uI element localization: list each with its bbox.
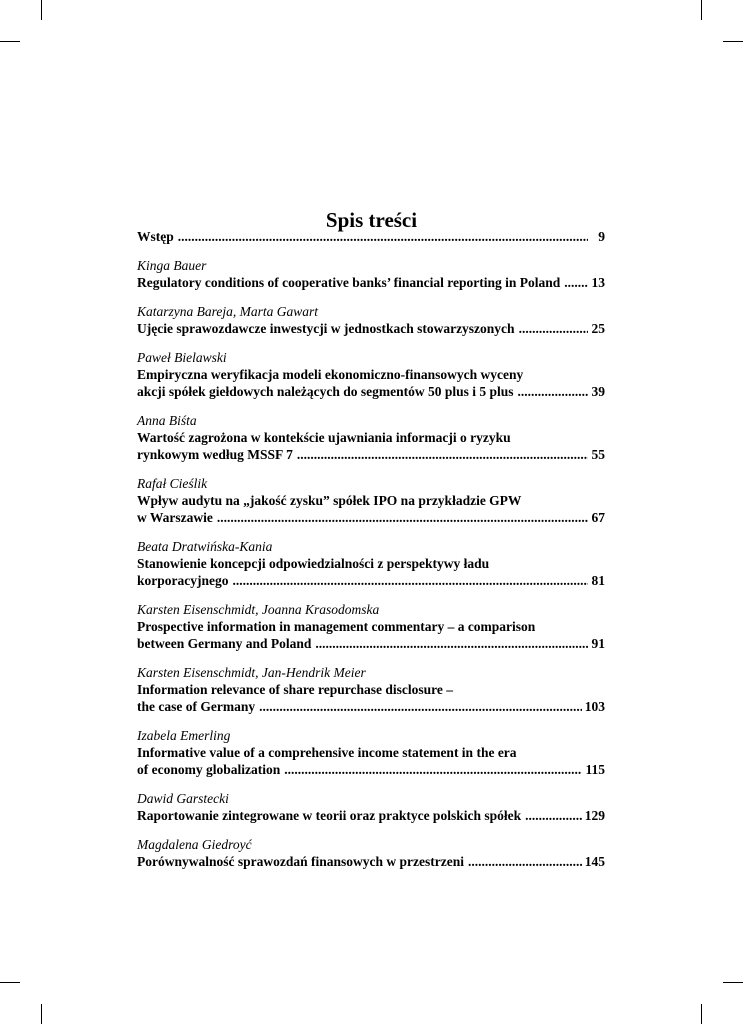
toc-entry-dratwinska-kania[interactable] [137, 538, 605, 589]
toc-leader-dots [519, 320, 588, 337]
toc-entry-last-line [137, 228, 605, 245]
page-title: Spis treści [325, 208, 418, 233]
toc-entry-last-line [137, 761, 605, 778]
crop-mark-bottom-left [41, 1004, 42, 1024]
toc-leader-dots [233, 572, 589, 589]
toc-page-number: 115 [585, 762, 605, 777]
toc-entry-eisenschmidt-krasodomska[interactable] [137, 601, 605, 652]
toc-page-number: 25 [591, 321, 605, 336]
toc-page-number: 55 [591, 447, 605, 462]
toc-page-number: 9 [598, 229, 605, 244]
toc-entry-title: korporacyjnego [137, 573, 229, 588]
toc-entry-last-line [137, 853, 605, 870]
toc-entry-last-line [137, 572, 605, 589]
toc-leader-dots [259, 698, 582, 715]
toc-entry-title-line: Stanowienie koncepcji odpowiedzialności z perspektywy ładu [137, 556, 490, 571]
table-of-contents [137, 228, 605, 882]
toc-page-number: 39 [591, 384, 605, 399]
toc-leader-dots [217, 509, 588, 526]
toc-entry-title: of economy globalization [137, 762, 281, 777]
toc-entry-eisenschmidt-meier[interactable] [137, 664, 605, 715]
toc-entry-author: Karsten Eisenschmidt, Joanna Krasodomska [137, 602, 380, 617]
toc-entry-author: Kinga Bauer [137, 258, 207, 273]
toc-entry-title: Regulatory conditions of cooperative banks’ financial reporting in Poland [137, 275, 561, 290]
toc-leader-dots [525, 807, 582, 824]
toc-leader-dots [297, 446, 588, 463]
toc-entry-title-line: Wartość zagrożona w kontekście ujawniania informacji o ryzyku [137, 430, 511, 445]
toc-entry-intro[interactable] [137, 228, 605, 245]
toc-leader-dots [284, 761, 582, 778]
toc-entry-title: akcji spółek giełdowych należących do segmentów 50 plus i 5 plus [137, 384, 514, 399]
toc-entry-last-line [137, 509, 605, 526]
toc-entry-cieslik[interactable] [137, 475, 605, 526]
toc-leader-dots [564, 274, 588, 291]
toc-leader-dots [315, 635, 588, 652]
toc-entry-title: Wstęp [137, 229, 174, 244]
toc-entry-bista[interactable] [137, 412, 605, 463]
toc-entry-title: Porównywalność sprawozdań finansowych w przestrzeni [137, 854, 464, 869]
toc-leader-dots [518, 383, 588, 400]
toc-entry-author: Magdalena Giedroyć [137, 837, 252, 852]
toc-entry-title-line: Wpływ audytu na „jakość zysku” spółek IPO na przykładzie GPW [137, 493, 522, 508]
crop-mark-top-left-h [0, 41, 20, 42]
toc-page-number: 91 [591, 636, 605, 651]
toc-entry-last-line [137, 446, 605, 463]
crop-mark-top-left [41, 0, 42, 20]
toc-entry-author: Beata Dratwińska-Kania [137, 539, 273, 554]
toc-entry-title-line: Prospective information in management commentary – a comparison [137, 619, 536, 634]
toc-entry-garstecki[interactable] [137, 790, 605, 824]
crop-mark-top-right [701, 0, 702, 20]
toc-entry-author: Karsten Eisenschmidt, Jan-Hendrik Meier [137, 665, 366, 680]
toc-page-number: 13 [591, 275, 605, 290]
toc-entry-bielawski[interactable] [137, 349, 605, 400]
toc-page-number: 129 [584, 808, 605, 823]
crop-mark-bottom-right [701, 1004, 702, 1024]
toc-entry-title: Ujęcie sprawozdawcze inwestycji w jednostkach stowarzyszonych [137, 321, 515, 336]
toc-entry-author: Paweł Bielawski [137, 350, 227, 365]
toc-entry-author: Rafał Cieślik [137, 476, 208, 491]
toc-entry-title: w Warszawie [137, 510, 213, 525]
toc-entry-last-line [137, 698, 605, 715]
toc-entry-author: Dawid Garstecki [137, 791, 229, 806]
crop-mark-top-right-h [723, 41, 743, 42]
toc-leader-dots [178, 228, 588, 245]
toc-entry-title: between Germany and Poland [137, 636, 312, 651]
toc-entry-title: rynkowym według MSSF 7 [137, 447, 293, 462]
toc-entry-last-line [137, 383, 605, 400]
toc-entry-author: Anna Biśta [137, 413, 197, 428]
toc-entry-title-line: Empiryczna weryfikacja modeli ekonomiczno-finansowych wyceny [137, 367, 524, 382]
toc-entry-title: Raportowanie zintegrowane w teorii oraz praktyce polskich spółek [137, 808, 522, 823]
toc-entry-emerling[interactable] [137, 727, 605, 778]
toc-page-number: 81 [591, 573, 605, 588]
toc-leader-dots [468, 853, 582, 870]
toc-entry-bauer[interactable] [137, 257, 605, 291]
toc-entry-title-line: Information relevance of share repurchase disclosure – [137, 682, 453, 697]
toc-entry-title: the case of Germany [137, 699, 256, 714]
toc-entry-title-line: Informative value of a comprehensive income statement in the era [137, 745, 517, 760]
toc-page-number: 145 [584, 854, 605, 869]
toc-entry-last-line [137, 807, 605, 824]
toc-entry-last-line [137, 320, 605, 337]
toc-page-number: 67 [591, 510, 605, 525]
crop-mark-bottom-right-h [723, 982, 743, 983]
toc-entry-giedroyc[interactable] [137, 836, 605, 870]
toc-page-number: 103 [584, 699, 605, 714]
crop-mark-bottom-left-h [0, 982, 20, 983]
toc-entry-author: Izabela Emerling [137, 728, 231, 743]
toc-entry-last-line [137, 274, 605, 291]
toc-entry-last-line [137, 635, 605, 652]
toc-entry-author: Katarzyna Bareja, Marta Gawart [137, 304, 319, 319]
toc-entry-bareja-gawart[interactable] [137, 303, 605, 337]
